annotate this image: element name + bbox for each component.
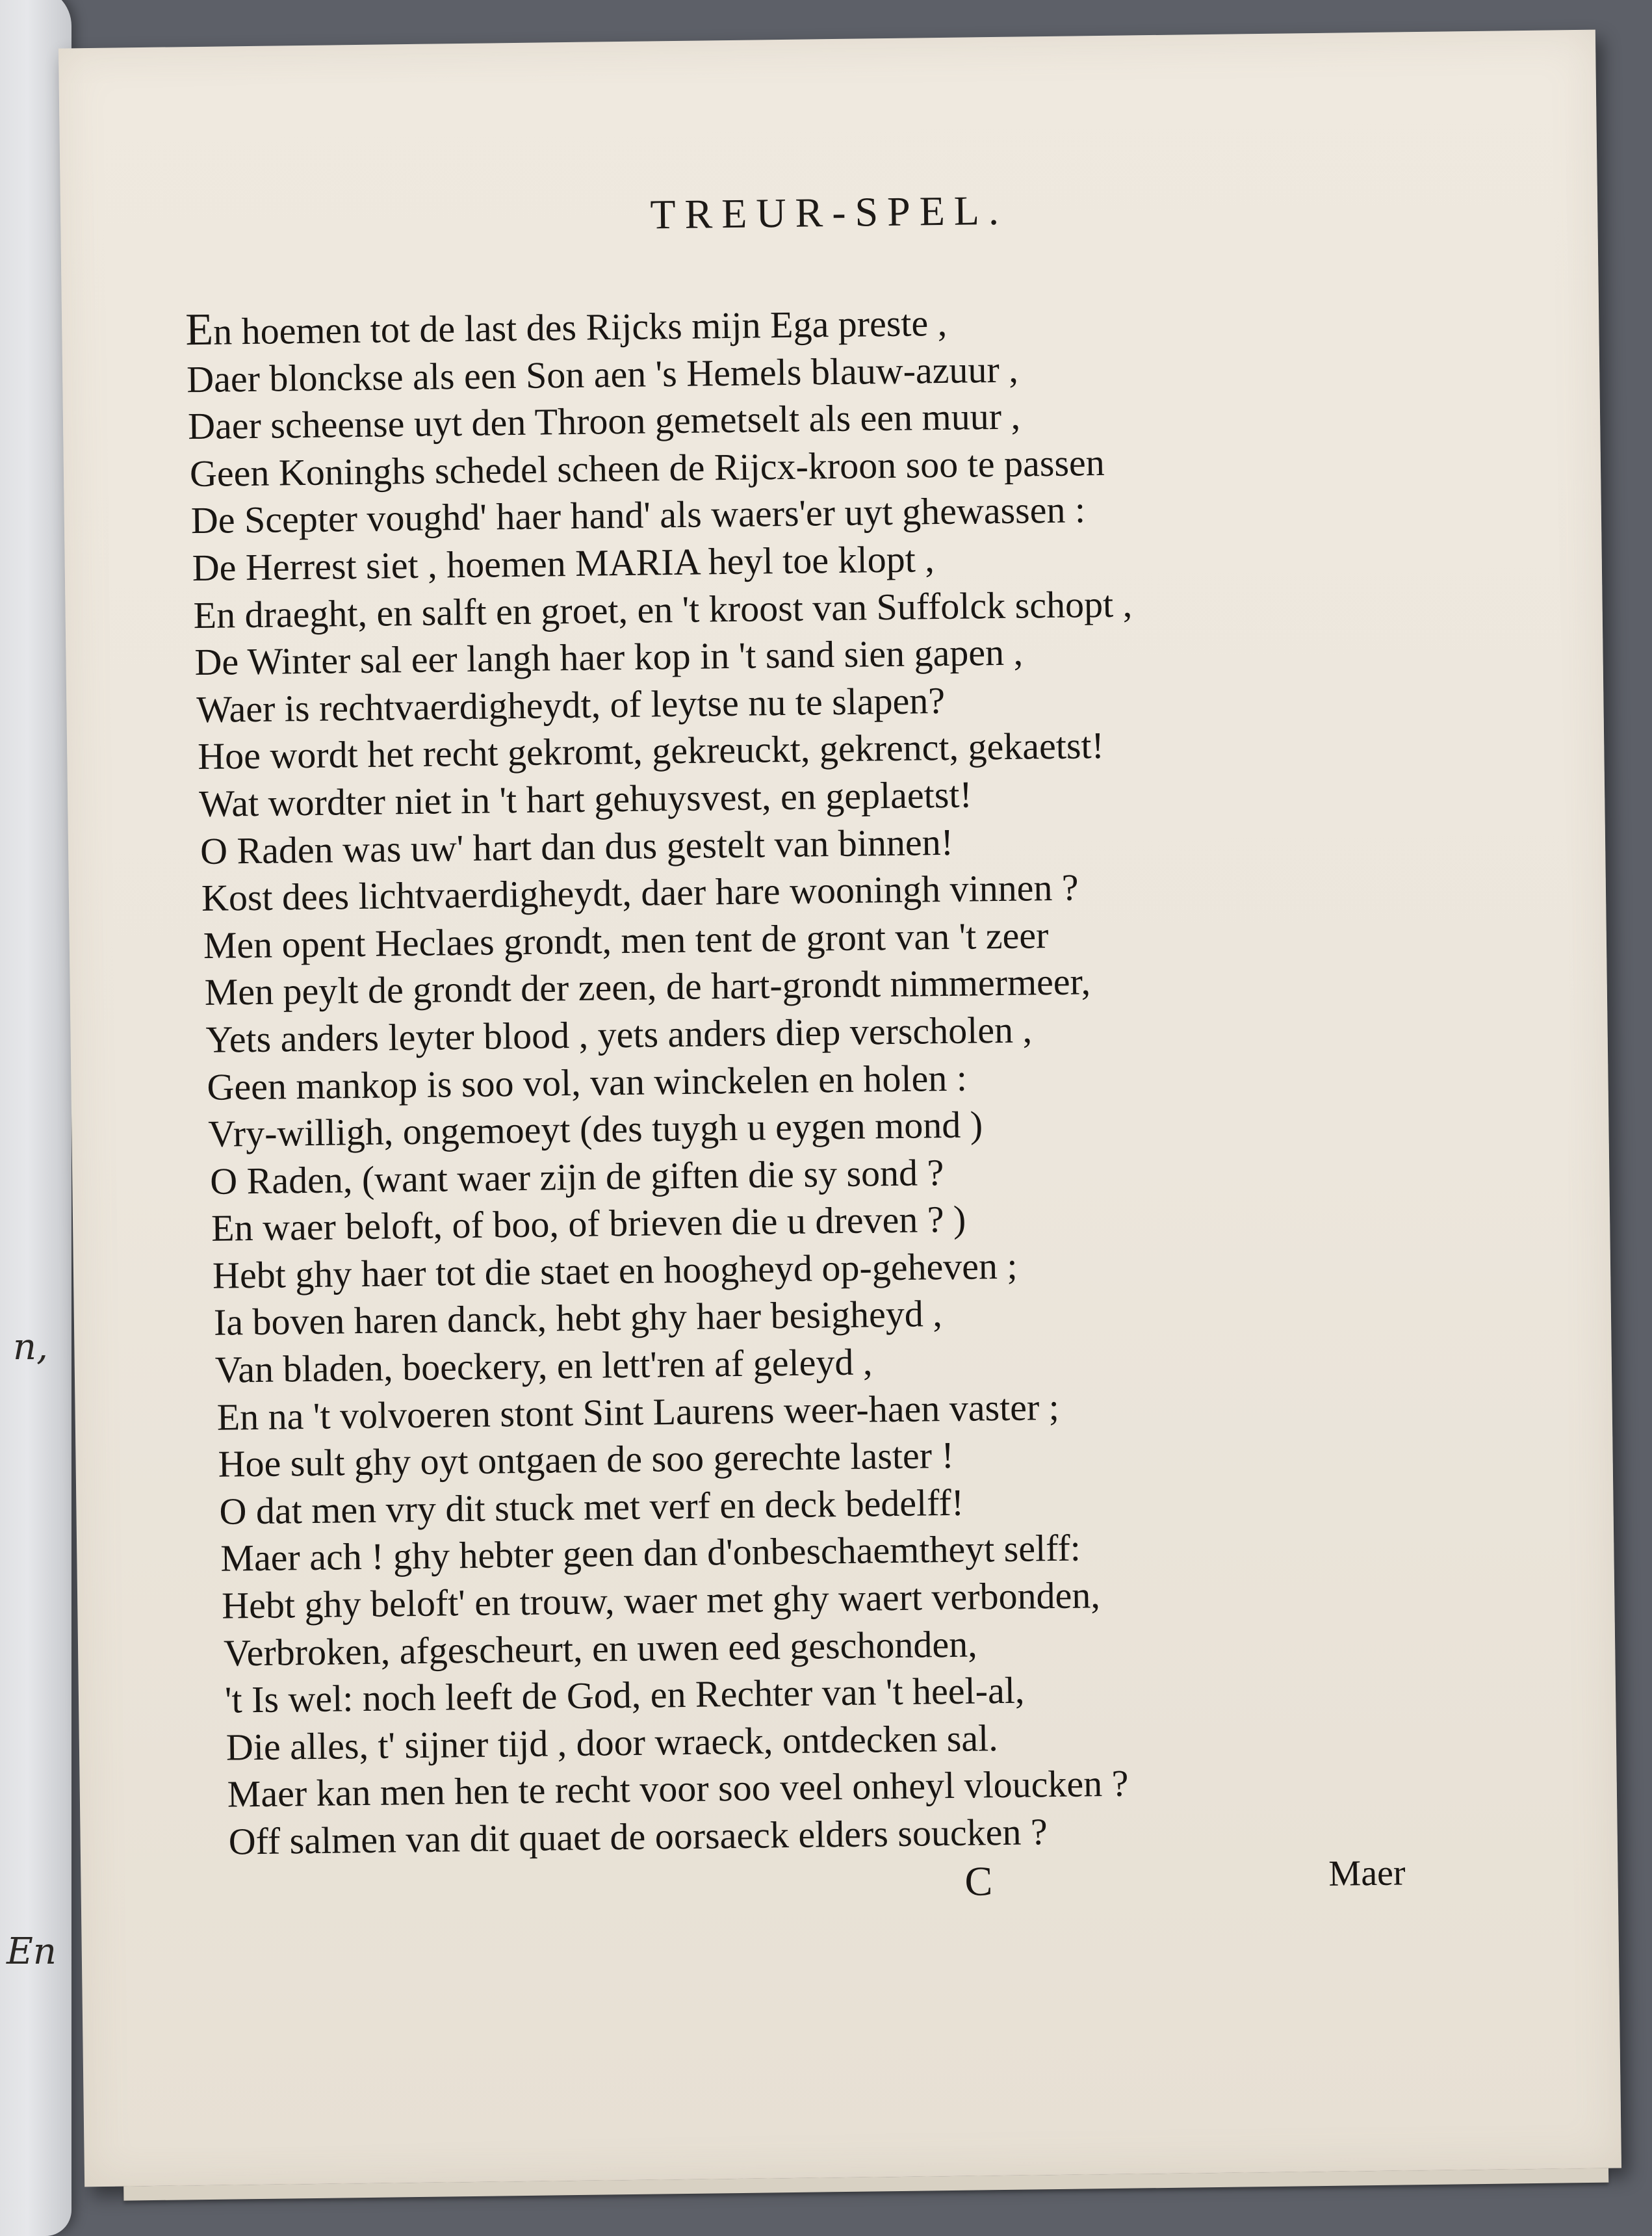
verse-line: Off salmen van dit quaet de oorsaeck elders soucken ? [228,1810,1048,1863]
verse-line: O dat men vry dit stuck met verf en deck bedelff! [219,1481,964,1533]
verse-line: Hebt ghy haer tot die staet en hoogheyd op-geheven ; [212,1244,1018,1297]
verse-line: Wat wordter niet in 't hart gehuysvest, en geplaetst! [198,773,973,825]
page-edge [123,2168,1608,2201]
verse-line: Vry-willigh, ongemoeyt (des tuygh u eygen mond ) [208,1103,983,1155]
verse-line: En waer beloft, of boo, of brieven die u dreven ? ) [211,1197,966,1250]
facing-page-fragment: En [6,1930,57,1973]
verse-line: 't Is wel: noch leeft de God, en Rechter van 't heel-al, [224,1669,1025,1721]
verse-line: Maer kan men hen te recht voor soo veel onheyl vloucken ? [227,1762,1129,1815]
verse-line: Geen Koninghs schedel scheen de Rijcx-kroon soo te passen [189,441,1105,495]
verse-line: En draeght, en salft en groet, en 't kroost van Suffolck schopt , [193,582,1133,636]
verse-line: Die alles, t' sijner tijd , door wraeck, ontdecken sal. [226,1716,999,1769]
verse-line: Men opent Heclaes grondt, men tent de gront van 't zeer [203,913,1049,967]
verse-line: En hoemen tot de last des Rijcks mijn Ega preste , [185,301,948,356]
verse-line: Ia boven haren danck, hebt ghy haer besigheyd , [213,1292,943,1344]
verse-line: Hoe wordt het recht gekromt, gekreuckt, gekrenct, gekaetst! [197,724,1105,778]
verse-line: Verbroken, afgescheurt, en uwen eed geschonden, [223,1622,978,1674]
signature-mark: C [964,1858,993,1904]
verse-line: De Scepter voughd' haer hand' als waers'er uyt ghewassen : [190,488,1086,542]
verse-line: De Winter sal eer langh haer kop in 't sand sien gapen , [194,630,1024,684]
facing-page-edge [0,0,71,2236]
verse-line: Yets anders leyter blood , yets anders diep verscholen , [205,1008,1033,1061]
verse-line: En na 't volvoeren stont Sint Laurens weer-haen vaster ; [216,1385,1060,1438]
verse-line: Waer is rechtvaerdigheydt, of leytse nu te slapen? [196,679,946,731]
facing-page-fragment: n, [13,1326,48,1368]
verse-line: Kost dees lichtvaerdigheydt, daer hare wooningh vinnen ? [201,866,1079,920]
verse-block [185,295,1148,1866]
verse-line: O Raden was uw' hart dan dus gestelt van binnen! [200,820,954,872]
verse-line: Daer scheense uyt den Throon gemetselt als een muur , [187,395,1021,448]
verse-line: Men peylt de grondt der zeen, de hart-grondt nimmermeer, [204,960,1091,1014]
verse-line: Van bladen, boeckery, en lett'ren af geleyd , [214,1340,873,1391]
verse-line: O Raden, (want waer zijn de giften die sy sond ? [209,1150,944,1202]
verse-line: Daer blonckse als een Son aen 's Hemels blauw-azuur , [186,348,1019,400]
book-page [58,30,1621,2187]
verse-line: De Herrest siet , hoemen MARIA heyl toe klopt , [192,538,935,590]
catchword: Maer [1328,1852,1406,1894]
running-head: TREUR-SPEL. [650,187,1009,238]
verse-line: Maer ach ! ghy hebter geen dan d'onbeschaemtheyt selff: [220,1526,1081,1580]
verse-line: Hoe sult ghy oyt ontgaen de soo gerechte laster ! [218,1434,955,1485]
verse-line: Geen mankop is soo vol, van winckelen en holen : [207,1056,968,1108]
verse-line: Hebt ghy beloft' en trouw, waer met ghy waert verbonden, [221,1574,1101,1627]
